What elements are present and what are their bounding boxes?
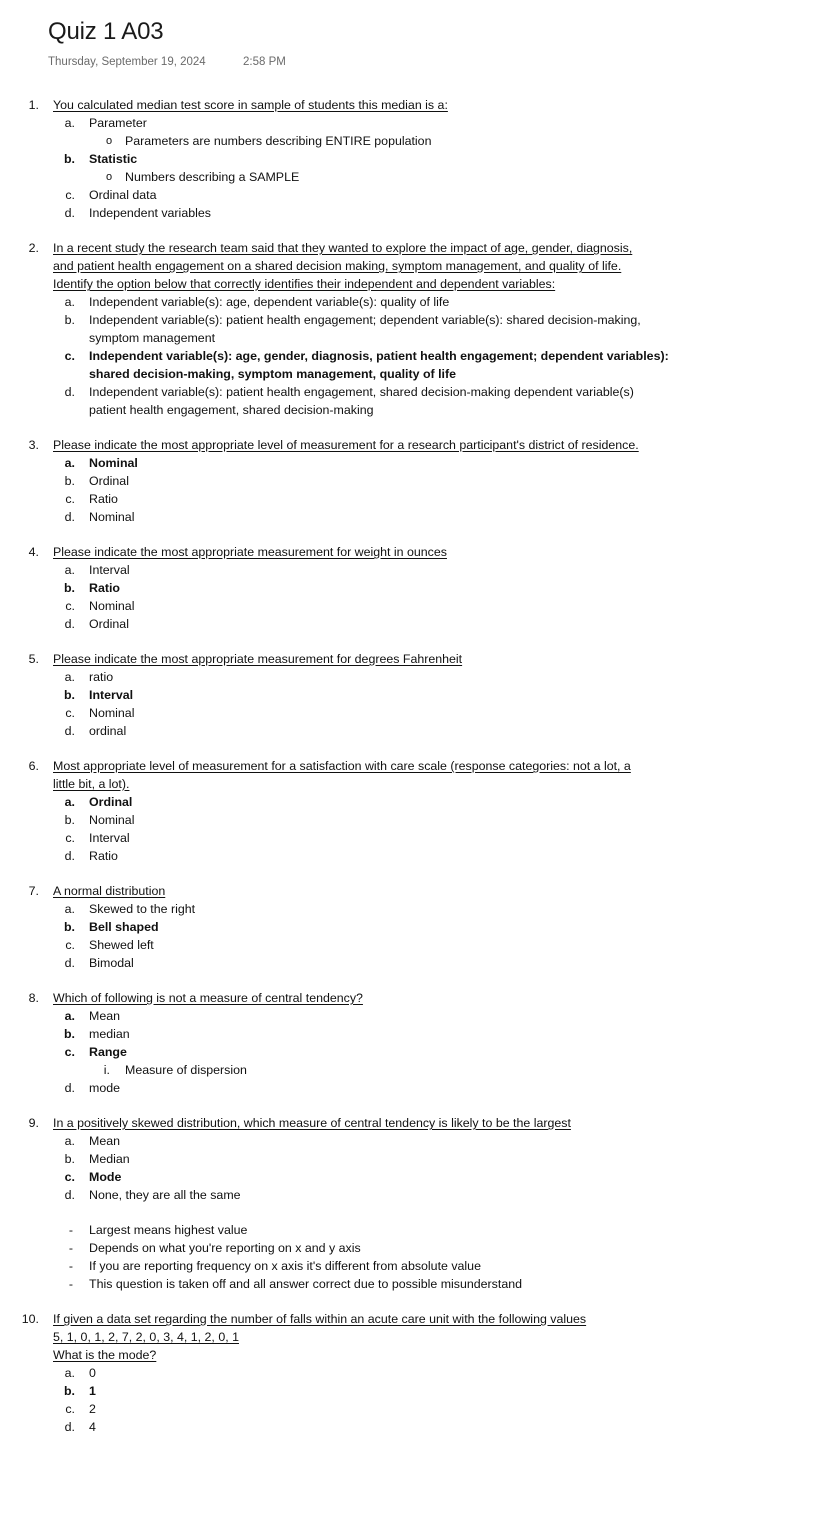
question-4 — [0, 543, 816, 561]
option-c: c. Interval — [65, 831, 130, 845]
page-time: 2:58 PM — [243, 56, 286, 68]
question-3 — [0, 436, 816, 454]
option-b-continued: symptom management — [89, 331, 216, 345]
option-c: c. 2 — [65, 1402, 96, 1416]
dash-bullet-icon: - — [68, 1223, 74, 1237]
option-c-continued: shared decision-making, symptom management, quality of life — [89, 367, 456, 381]
question-7 — [0, 882, 816, 900]
option-a: a. Parameter — [64, 116, 147, 130]
question-6 — [0, 757, 816, 793]
option-c-selected: c. Independent variable(s): age, gender, diagnosis, patient health engagement; dependent variables): — [64, 349, 669, 363]
question-number: 8. — [28, 991, 39, 1005]
question-list — [0, 96, 816, 1436]
option-c: c. Nominal — [65, 599, 135, 613]
question-5 — [0, 650, 816, 668]
option-a-selected: a. Nominal — [64, 456, 138, 470]
option-a: a. Interval — [64, 563, 130, 577]
option-d-continued: patient health engagement, shared decision-making — [89, 403, 374, 417]
dash-bullet-icon: - — [68, 1259, 74, 1273]
dash-bullet-icon: - — [68, 1241, 74, 1255]
option-b: b. Median — [64, 1152, 130, 1166]
option-a: a. Independent variable(s): age, dependent variable(s): quality of life — [64, 295, 450, 309]
option-a: a. 0 — [64, 1366, 96, 1380]
question-text: Please indicate the most appropriate measurement for degrees Fahrenheit — [53, 652, 463, 666]
option-note: o Parameters are numbers describing ENTIRE population — [0, 132, 816, 150]
option-b-selected: b. Bell shaped — [63, 920, 159, 934]
question-1 — [0, 96, 816, 114]
question-number: 10. — [21, 1312, 39, 1326]
option-c: c. Ordinal data — [65, 188, 157, 202]
question-text: In a recent study the research team said that they wanted to explore the impact of age, gender, diagnosis, and patient health engagement on a shared decision making, symptom management, and quality of life. Identify the option below that correctly identifies their independent and dependent variables: — [53, 241, 633, 291]
question-number: 2. — [28, 241, 39, 255]
question-2 — [0, 239, 816, 293]
option-b-selected: b. 1 — [63, 1384, 96, 1398]
question-text: A normal distribution — [53, 884, 166, 898]
question-text: Most appropriate level of measurement for a satisfaction with care scale (response categories: not a lot, a little bit, a lot). — [53, 759, 631, 791]
option-d: d. Independent variables — [64, 206, 211, 220]
question-text: Please indicate the most appropriate measurement for weight in ounces — [53, 545, 447, 559]
option-b: b. Ordinal — [64, 474, 129, 488]
question-10 — [0, 1310, 816, 1364]
question-number: 5. — [28, 652, 39, 666]
option-d: d. Nominal — [64, 510, 135, 524]
question-text: Please indicate the most appropriate level of measurement for a research participant's district of residence. — [53, 438, 639, 452]
option-b-selected: b. Interval — [63, 688, 134, 702]
note-item: - Largest means highest value — [0, 1221, 816, 1239]
option-b: b. Independent variable(s): patient health engagement; dependent variable(s): shared decision-making, — [64, 313, 641, 327]
question-number: 4. — [28, 545, 39, 559]
option-note: i. Measure of dispersion — [103, 1063, 247, 1077]
option-d: d. 4 — [64, 1420, 96, 1434]
option-c-selected: c. Range — [64, 1045, 127, 1059]
option-b-selected: b. Ratio — [63, 581, 120, 595]
option-b: b. Nominal — [64, 813, 135, 827]
circle-bullet-icon: o — [105, 135, 113, 147]
question-text: Which of following is not a measure of central tendency? — [53, 991, 363, 1005]
option-c-selected: c. Mode — [64, 1170, 122, 1184]
note-item: - This question is taken off and all answer correct due to possible misunderstand — [0, 1275, 816, 1293]
option-c: c. Nominal — [65, 706, 135, 720]
option-d: d. mode — [64, 1081, 120, 1095]
option-d: d. None, they are all the same — [64, 1188, 241, 1202]
page-title: Quiz 1 A03 — [48, 18, 164, 45]
question-number: 1. — [28, 98, 39, 112]
option-c: c. Shewed left — [65, 938, 154, 952]
question-text: In a positively skewed distribution, which measure of central tendency is likely to be the largest — [53, 1116, 571, 1130]
option-a: a. Mean — [64, 1134, 120, 1148]
question-text: If given a data set regarding the number of falls within an acute care unit with the following values 5, 1, 0, 1, 2, 7, 2, 0, 3, 4, 1, 2, 0, 1 What is the mode? — [53, 1312, 587, 1362]
page-date: Thursday, September 19, 2024 — [48, 56, 206, 68]
option-d: d. Independent variable(s): patient health engagement, shared decision-making dependent variable(s) — [64, 385, 634, 399]
note-item: - If you are reporting frequency on x axis it's different from absolute value — [0, 1257, 816, 1275]
question-number: 7. — [28, 884, 39, 898]
option-a: a. Skewed to the right — [64, 902, 196, 916]
question-9 — [0, 1114, 816, 1132]
option-a: a. Mean — [64, 1009, 120, 1023]
option-a-selected: a. Ordinal — [64, 795, 133, 809]
dash-bullet-icon: - — [68, 1277, 74, 1291]
question-8 — [0, 989, 816, 1007]
option-a: a. ratio — [64, 670, 114, 684]
question-number: 9. — [28, 1116, 39, 1130]
question-text: You calculated median test score in sample of students this median is a: — [53, 98, 448, 112]
option-b: b. median — [63, 1027, 130, 1041]
note-item: - Depends on what you're reporting on x and y axis — [0, 1239, 816, 1257]
option-d: d. Bimodal — [64, 956, 134, 970]
option-d: d. Ordinal — [64, 617, 129, 631]
option-d: d. ordinal — [64, 724, 127, 738]
option-d: d. Ratio — [64, 849, 118, 863]
option-b-selected: b. Statistic — [63, 152, 138, 166]
option-note: o Numbers describing a SAMPLE — [0, 168, 816, 186]
question-number: 6. — [28, 759, 39, 773]
question-number: 3. — [28, 438, 39, 452]
circle-bullet-icon: o — [105, 171, 113, 183]
option-c: c. Ratio — [65, 492, 118, 506]
